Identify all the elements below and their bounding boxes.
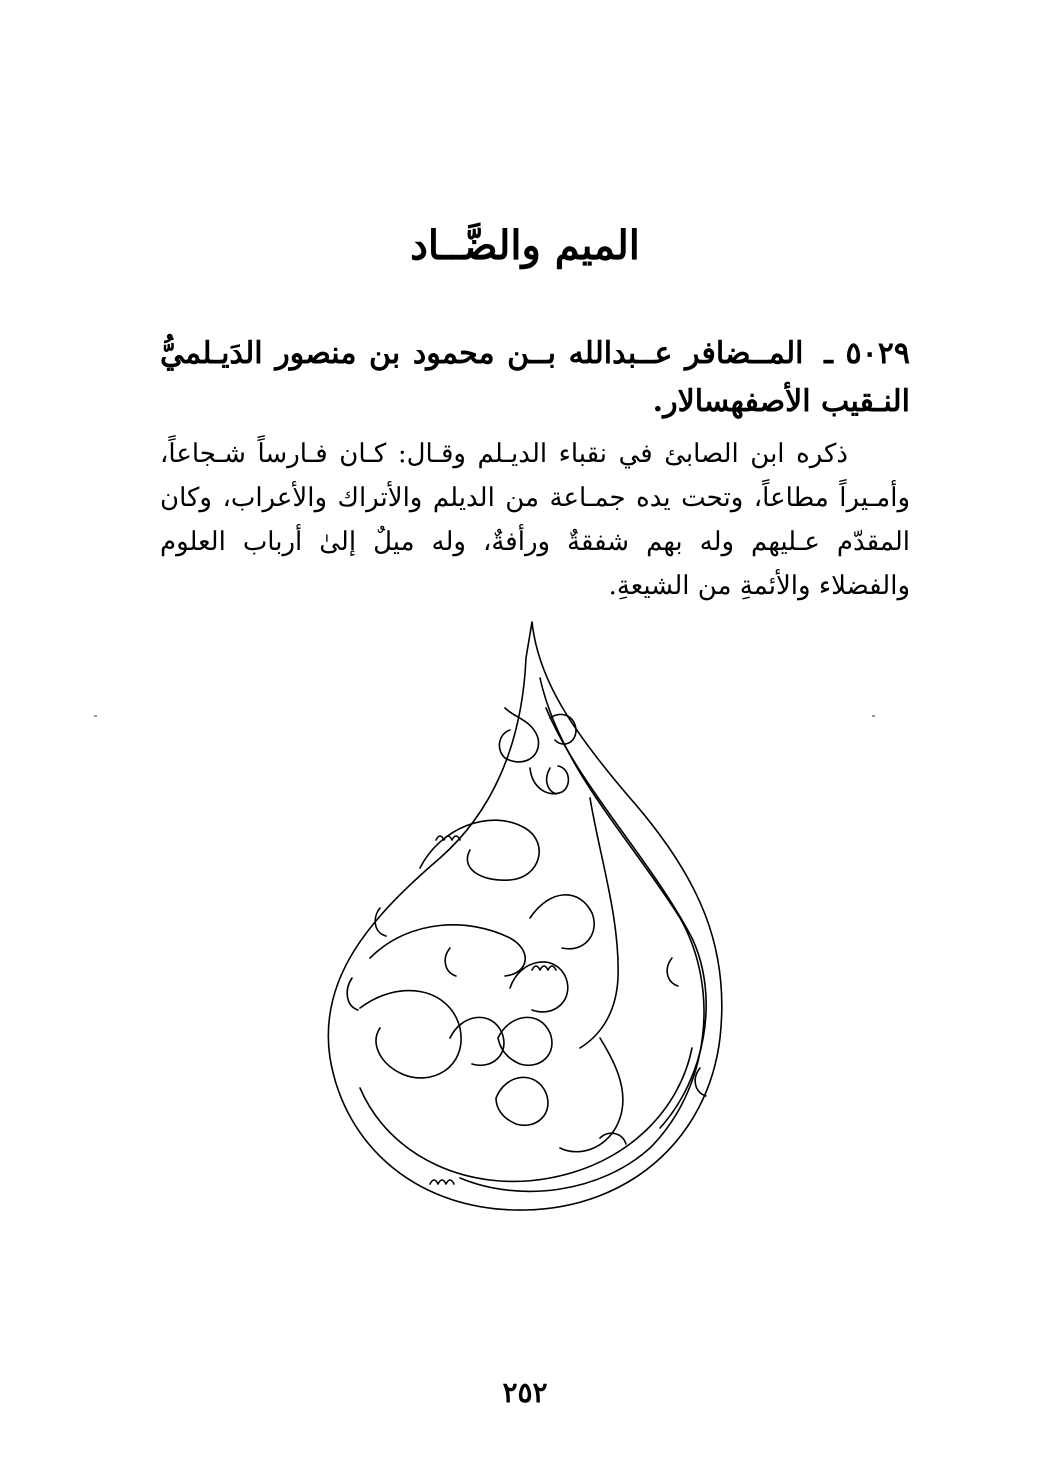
ornament-inner-sweep: [460, 678, 704, 1191]
ornament-letter: [420, 820, 539, 880]
calligraphy-drop-ornament-icon: [300, 618, 750, 1218]
ornament-hook: [347, 978, 358, 1010]
ornament-teeth: [436, 836, 460, 840]
ornament-hook: [445, 948, 456, 976]
margin-mark: [872, 715, 875, 717]
entry-heading: [160, 330, 910, 426]
ornament-hook: [547, 768, 556, 794]
ornament-letter: [560, 1038, 623, 1152]
ornament-hook: [667, 958, 678, 986]
margin-mark: [94, 715, 97, 717]
entry-number: ٥٠٢٩ ـ: [824, 336, 910, 371]
ornament-hook: [695, 1068, 706, 1096]
ornament-letter: [550, 714, 576, 744]
ornament-inner-sweep: [546, 708, 706, 1128]
ornament-inner-sweep: [360, 1048, 692, 1181]
ornament-teeth: [430, 1180, 454, 1184]
ornament-letter: [360, 991, 461, 1078]
ornament-teeth: [532, 966, 556, 970]
biography-entry: [160, 330, 910, 608]
ornament-outer-outline: [328, 622, 722, 1210]
ornament-letter: [450, 1017, 504, 1065]
entry-name: المــضافر عــبدالله بــن محمود بن منصور الدَيـلميُّ النـقيب الأصفهسالار.: [160, 336, 910, 419]
entry-body-text: ذكره ابن الصابئ في نقباء الديـلم وقـال: كـان فـارساً شـجاعاً، وأمـيراً مطاعاً، وتحت يده جمـاعة من الديلم والأتراك والأعراب، وكان المقدّم عـليهم وله بهم شفقةٌ ورأفةٌ، وله ميلٌ إلىٰ أرباب العلوم والفضلاء والأئمةِ من الشيعةِ.: [160, 439, 910, 601]
page-number: ٢٥٢: [502, 1376, 548, 1409]
chapter-title: الميم والضَّــاد: [410, 222, 640, 269]
ornament-letter: [496, 1077, 548, 1125]
ornament-letter: [498, 1017, 552, 1065]
ornament-letter: [530, 895, 594, 949]
ornament-letter: [580, 798, 618, 1048]
